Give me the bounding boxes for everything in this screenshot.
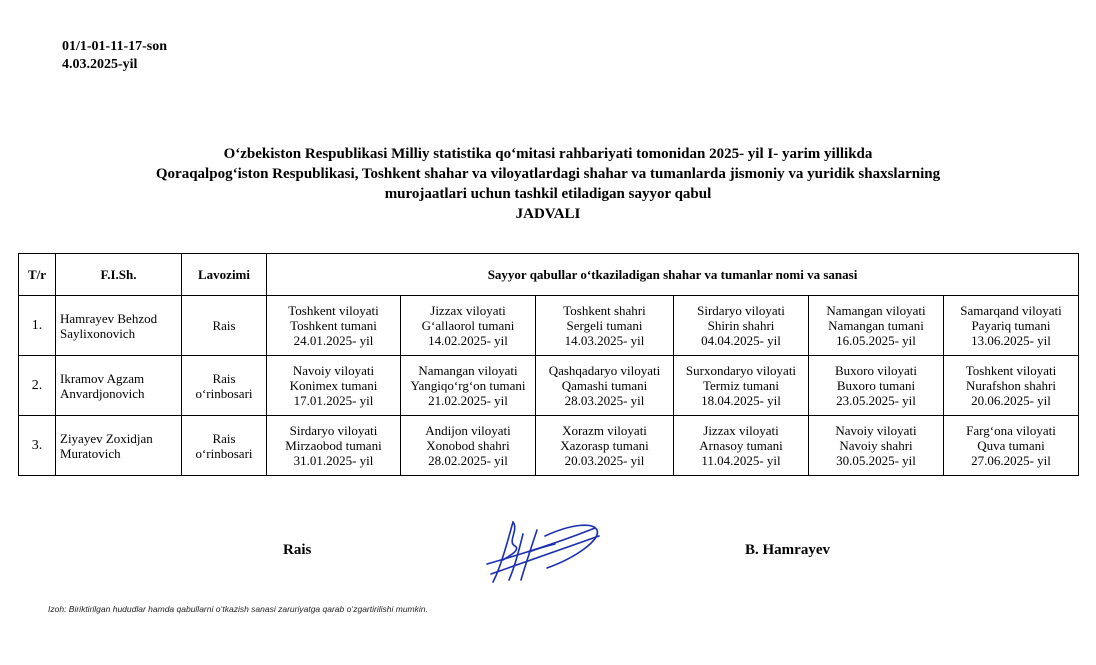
visit-region: Toshkent viloyati <box>288 303 379 318</box>
title-line-1: O‘zbekiston Respublikasi Milliy statistika qo‘mitasi rahbariyati tomonidan 2025- yil I- yarim yillikda <box>223 146 873 162</box>
visit-date: 27.06.2025- yil <box>971 453 1051 468</box>
position-cell <box>182 416 267 476</box>
person-name-cell <box>56 356 182 416</box>
visit-district: Konimex tumani <box>289 378 378 393</box>
visit-cell <box>267 296 401 356</box>
visit-date: 30.05.2025- yil <box>836 453 916 468</box>
visit-district: Xazorasp tumani <box>560 438 649 453</box>
signatory-position: Rais <box>283 542 312 558</box>
visit-region: Toshkent viloyati <box>965 363 1057 378</box>
title-line-4: JADVALI <box>515 206 581 222</box>
visit-cell <box>674 296 809 356</box>
visit-date: 21.02.2025- yil <box>428 393 508 408</box>
table-row <box>19 356 1079 416</box>
visit-region: Toshkent shahri <box>563 303 646 318</box>
position-line: Rais <box>212 430 236 446</box>
visit-district: G‘allaorol tumani <box>421 318 515 333</box>
position-cell <box>182 296 267 356</box>
visit-date: 14.02.2025- yil <box>428 333 508 348</box>
visit-cell <box>401 296 536 356</box>
table-row <box>19 416 1079 476</box>
visit-district: Sergeli tumani <box>566 318 643 333</box>
visit-cell <box>267 356 401 416</box>
visit-district: Nurafshon shahri <box>966 378 1056 393</box>
table-row <box>19 296 1079 356</box>
document-reference <box>62 38 167 74</box>
visit-region: Sirdaryo viloyati <box>289 423 378 438</box>
person-name-line: Muratovich <box>60 445 121 461</box>
visit-date: 31.01.2025- yil <box>293 453 374 468</box>
visit-district: Qamashi tumani <box>561 378 648 393</box>
position-line: Rais <box>212 370 236 386</box>
position-line: o‘rinbosari <box>195 445 253 461</box>
visit-date: 04.04.2025- yil <box>701 333 781 348</box>
visit-date: 20.06.2025- yil <box>971 393 1051 408</box>
visit-region: Jizzax viloyati <box>430 303 506 318</box>
visit-region: Jizzax viloyati <box>703 423 779 438</box>
visit-date: 24.01.2025- yil <box>293 333 374 348</box>
title-line-3: murojaatlari uchun tashkil etiladigan sayyor qabul <box>384 186 712 202</box>
header-name: F.I.Sh. <box>56 254 182 296</box>
visit-region: Sirdaryo viloyati <box>697 303 785 318</box>
visit-cell <box>536 416 674 476</box>
visit-district: Mirzaobod tumani <box>285 438 382 453</box>
visit-district: Buxoro tumani <box>836 378 916 393</box>
visit-district: Payariq tumani <box>971 318 1051 333</box>
document-number: 01/1-01-11-17-son <box>62 39 167 54</box>
person-name-line: Saylixonovich <box>60 325 136 341</box>
footnote: Izoh: Biriktirilgan hududlar hamda qabullarni o‘tkazish sanasi zaruriyatga qarab o‘zgartirilishi mumkin. <box>48 604 428 614</box>
person-name-line: Ikramov Agzam <box>60 370 145 386</box>
visit-date: 28.03.2025- yil <box>564 393 645 408</box>
visit-region: Navoiy viloyati <box>835 423 917 438</box>
document-date: 4.03.2025-yil <box>62 57 138 72</box>
signature-image <box>485 516 605 588</box>
person-name-line: Hamrayev Behzod <box>60 310 158 326</box>
visit-cell <box>536 296 674 356</box>
row-number: 3. <box>19 416 56 476</box>
visit-cell <box>809 416 944 476</box>
visit-cell <box>809 356 944 416</box>
visit-region: Surxondaryo viloyati <box>685 363 797 378</box>
visit-date: 16.05.2025- yil <box>836 333 916 348</box>
visit-district: Namangan tumani <box>828 318 924 333</box>
person-name-line: Ziyayev Zoxidjan <box>60 430 153 446</box>
person-name-line: Anvardjonovich <box>60 385 145 401</box>
document-title <box>0 144 1096 224</box>
row-number: 1. <box>19 296 56 356</box>
position-line: Rais <box>212 318 236 333</box>
header-schedule: Sayyor qabullar o‘tkaziladigan shahar va tumanlar nomi va sanasi <box>267 254 1079 296</box>
visit-cell <box>674 416 809 476</box>
person-name-cell <box>56 416 182 476</box>
visit-district: Termiz tumani <box>703 378 779 393</box>
visit-date: 14.03.2025- yil <box>564 333 645 348</box>
visit-cell <box>401 416 536 476</box>
visit-cell <box>809 296 944 356</box>
table-header-row <box>19 254 1079 296</box>
visit-region: Qashqadaryo viloyati <box>548 363 661 378</box>
visit-date: 28.02.2025- yil <box>428 453 508 468</box>
visit-date: 20.03.2025- yil <box>564 453 645 468</box>
row-number: 2. <box>19 356 56 416</box>
visit-district: Shirin shahri <box>707 318 775 333</box>
visit-cell <box>944 356 1079 416</box>
visit-district: Arnasoy tumani <box>699 438 783 453</box>
visit-district: Quva tumani <box>977 438 1045 453</box>
visit-region: Xorazm viloyati <box>562 423 647 438</box>
visit-date: 18.04.2025- yil <box>701 393 781 408</box>
visit-date: 17.01.2025- yil <box>293 393 374 408</box>
title-line-2: Qoraqalpog‘iston Respublikasi, Toshkent shahar va viloyatlardagi shahar va tumanlarda jismoniy va yuridik shaxslarning <box>155 166 941 182</box>
visit-cell <box>944 416 1079 476</box>
signatory-name: B. Hamrayev <box>745 542 830 558</box>
visit-region: Namangan viloyati <box>826 303 926 318</box>
visit-cell <box>536 356 674 416</box>
visit-region: Farg‘ona viloyati <box>966 423 1056 438</box>
visit-district: Navoiy shahri <box>839 438 913 453</box>
visit-region: Buxoro viloyati <box>835 363 917 378</box>
visit-region: Andijon viloyati <box>425 423 511 438</box>
visit-date: 23.05.2025- yil <box>836 393 916 408</box>
visit-cell <box>944 296 1079 356</box>
visit-date: 11.04.2025- yil <box>701 453 781 468</box>
visit-cell <box>267 416 401 476</box>
schedule-table <box>18 253 1079 476</box>
position-cell <box>182 356 267 416</box>
visit-cell <box>401 356 536 416</box>
position-line: o‘rinbosari <box>195 385 253 401</box>
visit-cell <box>674 356 809 416</box>
person-name-cell <box>56 296 182 356</box>
visit-region: Navoiy viloyati <box>292 363 375 378</box>
visit-date: 13.06.2025- yil <box>971 333 1051 348</box>
header-position: Lavozimi <box>182 254 267 296</box>
visit-region: Samarqand viloyati <box>960 303 1062 318</box>
signature-strokes <box>487 522 599 582</box>
visit-region: Namangan viloyati <box>418 363 518 378</box>
header-number: T/r <box>19 254 56 296</box>
visit-district: Toshkent tumani <box>290 318 377 333</box>
visit-district: Xonobod shahri <box>426 438 510 453</box>
visit-district: Yangiqo‘rg‘on tumani <box>410 378 526 393</box>
